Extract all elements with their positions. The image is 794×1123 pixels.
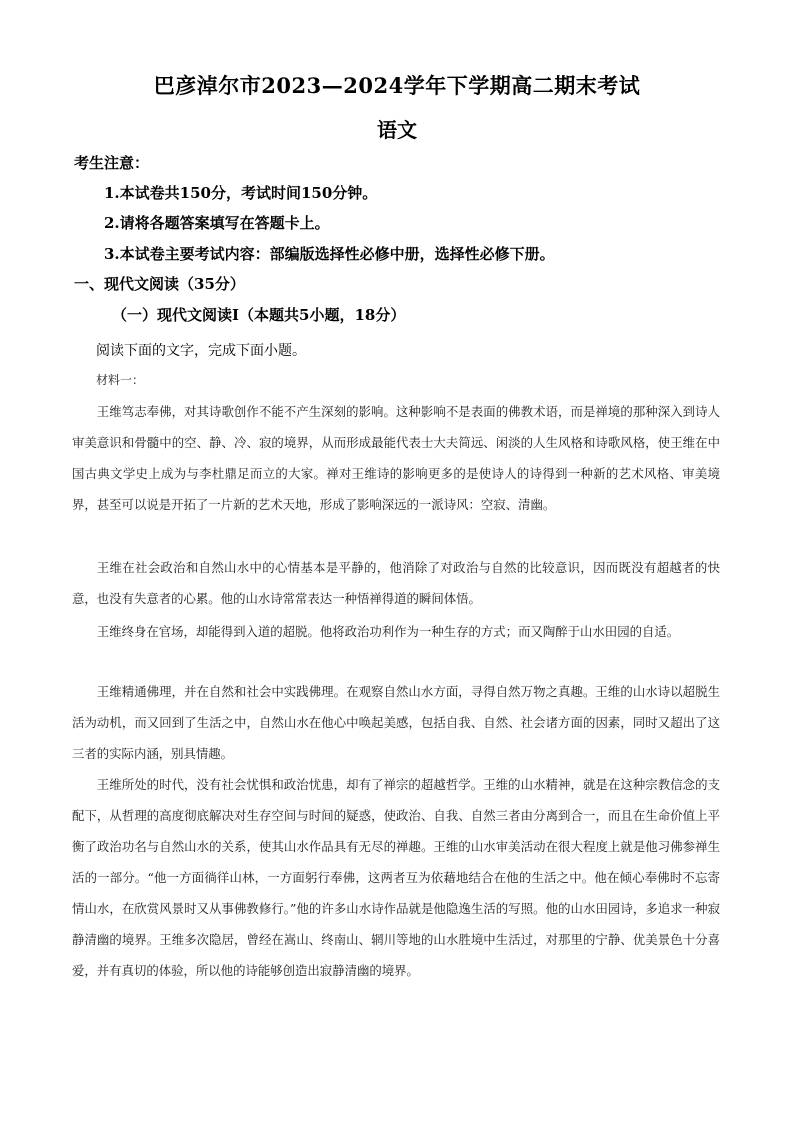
passage-paragraph-1 [72,396,720,522]
exam-title: 巴彦淖尔市2023—2024学年下学期高二期末考试 [153,73,641,98]
notice-item-2: 2.请将各题答案填写在答题卡上。 [104,214,330,232]
paragraph-text: 王维在社会政治和自然山水中的心情基本是平静的，他消除了对政治与自然的比较意识，因而既没有超越者的快意，也没有失意者的心累。他的山水诗常常表达一种悟禅得道的瞬间体悟。 [72,560,720,606]
notice-item-3: 3.本试卷主要考试内容：部编版选择性必修中册，选择性必修下册。 [104,245,555,263]
reading-instruction: 阅读下面的文字，完成下面小题。 [96,343,306,359]
paragraph-text: 王维所处的时代，没有社会忧惧和政治忧患，却有了禅宗的超越哲学。王维的山水精神，就是在这种宗教信念的支配下，从哲理的高度彻底解决对生存空间与时间的疑惑，使政治、自我、自然三者由分离到合一，而且在生命价值上平衡了政治功名与自然山水的关系，使其山水作品具有无尽的禅趣。王维的山水审美活动在很大程度上就是他习佛参禅生活的一部分。“他一方面徜徉山林，一方面躬行奉佛，这两者互为依藉地结合在他的生活之中。他在倾心奉佛时不忘寄情山水，在欣赏风景时又从事佛教修行。”他的许多山水诗作品就是他隐逸生活的写照。他的山水田园诗，多追求一种寂静清幽的境界。王维多次隐居，曾经在嵩山、终南山、辋川等地的山水胜境中生活过，对那里的宁静、优美景色十分喜爱，并有真切的体验，所以他的诗能够创造出寂静清幽的境界。 [72,777,720,978]
material-label: 材料一： [96,373,145,387]
paragraph-text: 王维精通佛理，并在自然和社会中实践佛理。在观察自然山水方面，寻得自然万物之真趣。王维的山水诗以超脱生活为动机，而又回到了生活之中，自然山水在他心中唤起美感，包括自我、自然、社会诸方面的因素，同时又超出了这三者的实际内涵，别具情趣。 [72,684,720,761]
passage-paragraph-3 [72,616,720,649]
section-title: 一、现代文阅读（35分） [74,275,245,293]
notice-heading: 考生注意： [74,154,150,172]
passage-paragraph-5 [72,769,720,988]
subject-title: 语文 [377,118,417,142]
notice-item-1: 1.本试卷共150分，考试时间150分钟。 [104,184,378,202]
paragraph-text: 王维笃志奉佛，对其诗歌创作不能不产生深刻的影响。这种影响不是表面的佛教术语，而是禅境的那种深入到诗人审美意识和骨髓中的空、静、冷、寂的境界，从而形成最能代表士大夫简远、闲淡的人生风格和诗歌风格，使王维在中国古典文学史上成为与李杜鼎足而立的大家。禅对王维诗的影响更多的是使诗人的诗得到一种新的艺术风格、审美境界，甚至可以说是开拓了一片新的艺术天地，形成了影响深远的一派诗风：空寂、清幽。 [72,404,720,512]
subsection-title: （一）现代文阅读Ⅰ（本题共5小题，18分） [112,306,406,324]
passage-paragraph-4 [72,676,720,771]
passage-paragraph-2 [72,552,720,616]
paragraph-text: 王维终身在官场，却能得到入道的超脱。他将政治功利作为一种生存的方式；而又陶醉于山水田园的自适。 [96,624,680,639]
